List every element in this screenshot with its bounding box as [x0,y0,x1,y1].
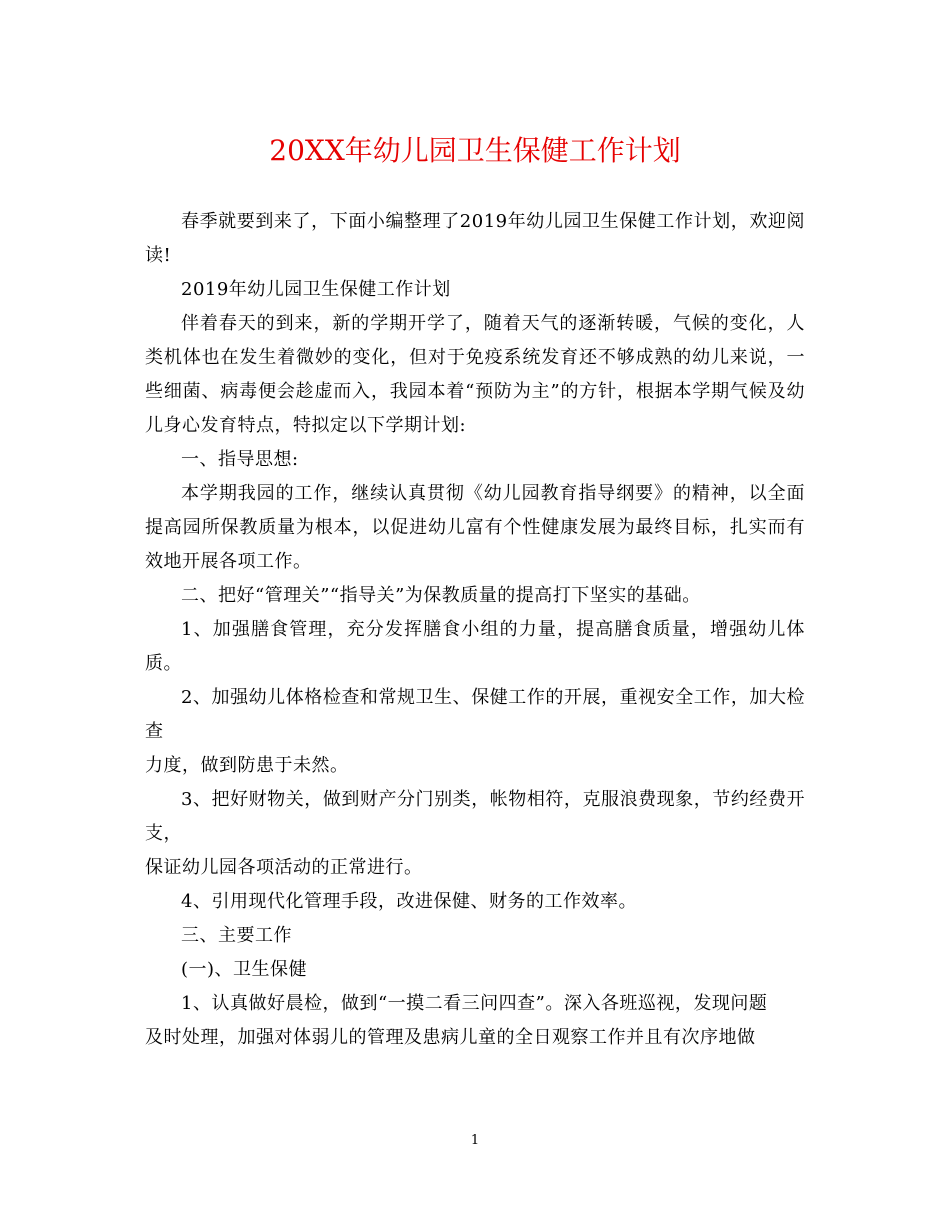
section-heading-main-work: 三、主要工作 [181,925,292,946]
list-item-2: 2、加强幼儿体格检查和常规卫生、保健工作的开展，重视安全工作，加大检查 [145,687,805,742]
health-item-1: 1、认真做好晨检，做到“一摸二看三问四查”。深入各班巡视，发现问题 [181,993,768,1014]
paragraph-background: 伴着春天的到来，新的学期开学了，随着天气的逐渐转暖，气候的变化，人类机体也在发生着微妙的变化，但对于免疫系统发育还不够成熟的幼儿来说，一些细菌、病毒便会趁虚而入，我园本着“预防为主”的方针，根据本学期气候及幼儿身心发育特点，特拟定以下学期计划: [145,313,805,436]
paragraph-subtitle: 2019年幼儿园卫生保健工作计划 [181,279,451,300]
subsection-heading-health: (一)、卫生保健 [181,959,308,980]
section-heading-management: 二、把好“管理关”“指导关”为保教质量的提高打下坚实的基础。 [181,585,701,606]
paragraph-intro: 春季就要到来了，下面小编整理了2019年幼儿园卫生保健工作计划，欢迎阅读! [145,211,805,266]
section-heading-guiding-thought: 一、指导思想: [181,449,299,470]
list-item-3: 3、把好财物关，做到财产分门别类，帐物相符，克服浪费现象，节约经费开支， [145,789,805,844]
page-number: 1 [470,1133,480,1148]
document-body [145,205,805,1055]
list-item-3-continued: 保证幼儿园各项活动的正常进行。 [145,857,423,878]
health-item-1-continued: 及时处理，加强对体弱儿的管理及患病儿童的全日观察工作并且有次序地做 [145,1027,756,1048]
list-item-4: 4、引用现代化管理手段，改进保健、财务的工作效率。 [181,891,637,912]
list-item-1: 1、加强膳食管理，充分发挥膳食小组的力量，提高膳食质量，增强幼儿体质。 [145,619,805,674]
document-title: 20XX年幼儿园卫生保健工作计划 [269,134,681,167]
paragraph-guiding-thought: 本学期我园的工作，继续认真贯彻《幼儿园教育指导纲要》的精神，以全面提高园所保教质量为根本，以促进幼儿富有个性健康发展为最终目标，扎实而有效地开展各项工作。 [145,483,805,572]
list-item-2-continued: 力度，做到防患于未然。 [145,755,349,776]
